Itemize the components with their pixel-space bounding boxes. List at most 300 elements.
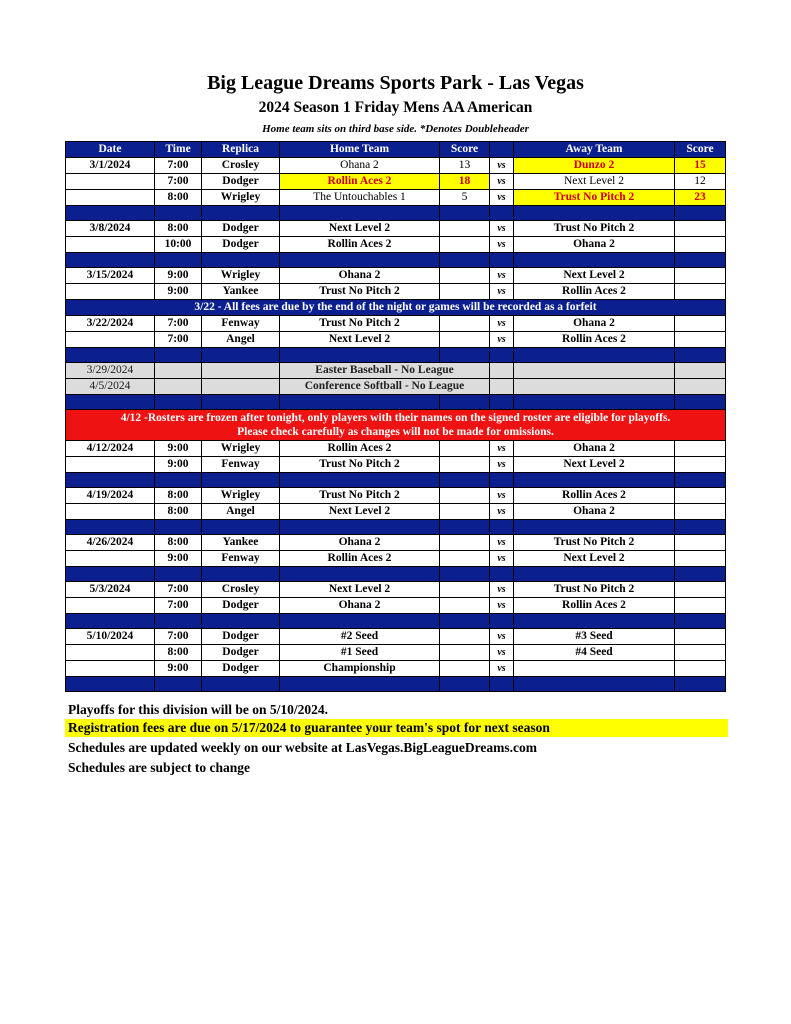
away-team: Ohana 2	[514, 237, 675, 253]
home-score	[440, 441, 490, 457]
separator-cell	[440, 567, 490, 582]
game-field: Crosley	[202, 582, 280, 598]
away-score: 12	[675, 174, 726, 190]
game-date	[66, 504, 155, 520]
separator-cell	[66, 206, 155, 221]
separator-row	[66, 520, 726, 535]
game-field: Dodger	[202, 174, 280, 190]
col-header-replica: Replica	[202, 142, 280, 158]
home-team: Ohana 2	[280, 598, 440, 614]
game-row	[66, 221, 726, 237]
col-header-vs	[490, 142, 514, 158]
home-score: 18	[440, 174, 490, 190]
away-team: Next Level 2	[514, 457, 675, 473]
separator-cell	[675, 567, 726, 582]
separator-cell	[490, 567, 514, 582]
game-row	[66, 332, 726, 348]
home-team: Ohana 2	[280, 535, 440, 551]
home-team: Ohana 2	[280, 268, 440, 284]
away-score	[675, 268, 726, 284]
vs-label: vs	[490, 645, 514, 661]
no-league-date: 3/29/2024	[66, 363, 155, 379]
separator-cell	[440, 473, 490, 488]
game-date: 5/3/2024	[66, 582, 155, 598]
game-row	[66, 441, 726, 457]
game-field: Wrigley	[202, 190, 280, 206]
separator-cell	[280, 348, 440, 363]
separator-cell	[66, 614, 155, 629]
away-score	[675, 551, 726, 567]
vs-label: vs	[490, 629, 514, 645]
separator-cell	[155, 348, 202, 363]
game-row	[66, 158, 726, 174]
away-score	[675, 332, 726, 348]
separator-cell	[280, 395, 440, 410]
away-score	[675, 221, 726, 237]
game-field: Dodger	[202, 237, 280, 253]
vs-label: vs	[490, 284, 514, 300]
separator-cell	[280, 614, 440, 629]
separator-row	[66, 677, 726, 692]
away-team: Next Level 2	[514, 268, 675, 284]
empty-cell	[675, 363, 726, 379]
separator-row	[66, 253, 726, 268]
game-field: Fenway	[202, 551, 280, 567]
game-field: Fenway	[202, 457, 280, 473]
away-score	[675, 488, 726, 504]
game-row	[66, 629, 726, 645]
separator-cell	[514, 473, 675, 488]
game-time: 7:00	[155, 629, 202, 645]
game-date	[66, 551, 155, 567]
game-row	[66, 504, 726, 520]
empty-cell	[202, 379, 280, 395]
game-row	[66, 316, 726, 332]
separator-cell	[280, 677, 440, 692]
home-score	[440, 504, 490, 520]
empty-cell	[675, 379, 726, 395]
away-score	[675, 661, 726, 677]
separator-cell	[514, 677, 675, 692]
game-date: 3/22/2024	[66, 316, 155, 332]
table-header-row	[66, 142, 726, 158]
separator-cell	[675, 206, 726, 221]
away-team: Rollin Aces 2	[514, 488, 675, 504]
home-score	[440, 661, 490, 677]
game-time: 9:00	[155, 268, 202, 284]
separator-cell	[66, 348, 155, 363]
separator-cell	[202, 395, 280, 410]
away-team: Trust No Pitch 2	[514, 221, 675, 237]
separator-cell	[66, 520, 155, 535]
separator-cell	[490, 395, 514, 410]
separator-cell	[675, 253, 726, 268]
game-date	[66, 237, 155, 253]
vs-label: vs	[490, 268, 514, 284]
separator-cell	[440, 348, 490, 363]
home-team: Rollin Aces 2	[280, 237, 440, 253]
game-time: 8:00	[155, 221, 202, 237]
game-date	[66, 645, 155, 661]
game-field: Yankee	[202, 284, 280, 300]
game-time: 7:00	[155, 174, 202, 190]
separator-cell	[440, 253, 490, 268]
game-date	[66, 284, 155, 300]
separator-cell	[514, 348, 675, 363]
game-field: Fenway	[202, 316, 280, 332]
home-team: #1 Seed	[280, 645, 440, 661]
game-row	[66, 488, 726, 504]
separator-cell	[514, 520, 675, 535]
away-score	[675, 316, 726, 332]
empty-cell	[155, 363, 202, 379]
separator-cell	[440, 520, 490, 535]
away-team: Next Level 2	[514, 551, 675, 567]
away-team: #4 Seed	[514, 645, 675, 661]
away-score	[675, 504, 726, 520]
separator-cell	[440, 206, 490, 221]
game-field: Wrigley	[202, 268, 280, 284]
separator-cell	[155, 395, 202, 410]
separator-cell	[202, 614, 280, 629]
game-time: 8:00	[155, 504, 202, 520]
game-time: 8:00	[155, 488, 202, 504]
vs-label: vs	[490, 598, 514, 614]
away-score	[675, 457, 726, 473]
away-score	[675, 645, 726, 661]
separator-cell	[490, 473, 514, 488]
game-field: Wrigley	[202, 488, 280, 504]
fees-notice: 3/22 - All fees are due by the end of the night or games will be recorded as a forfeit	[66, 300, 726, 316]
game-date	[66, 661, 155, 677]
col-header-away-team: Away Team	[514, 142, 675, 158]
vs-label: vs	[490, 441, 514, 457]
game-time: 7:00	[155, 158, 202, 174]
separator-cell	[202, 253, 280, 268]
website-note: Schedules are updated weekly on our website at LasVegas.BigLeagueDreams.com	[68, 740, 538, 755]
page-subtitle: 2024 Season 1 Friday Mens AA American	[258, 99, 533, 116]
game-time: 9:00	[155, 441, 202, 457]
schedule-table	[65, 141, 726, 692]
away-score	[675, 284, 726, 300]
home-score	[440, 582, 490, 598]
separator-cell	[202, 677, 280, 692]
away-team: #3 Seed	[514, 629, 675, 645]
game-field: Dodger	[202, 661, 280, 677]
game-time: 9:00	[155, 551, 202, 567]
separator-cell	[490, 520, 514, 535]
home-team: Next Level 2	[280, 221, 440, 237]
vs-label: vs	[490, 190, 514, 206]
game-row	[66, 535, 726, 551]
separator-cell	[155, 567, 202, 582]
game-time: 7:00	[155, 598, 202, 614]
separator-cell	[440, 395, 490, 410]
game-row	[66, 598, 726, 614]
separator-cell	[675, 614, 726, 629]
separator-cell	[155, 520, 202, 535]
game-time: 9:00	[155, 457, 202, 473]
no-league-reason: Conference Softball - No League	[280, 379, 490, 395]
game-date: 3/15/2024	[66, 268, 155, 284]
home-team: Trust No Pitch 2	[280, 284, 440, 300]
game-time: 8:00	[155, 190, 202, 206]
empty-cell	[490, 379, 514, 395]
home-team: Trust No Pitch 2	[280, 488, 440, 504]
game-field: Dodger	[202, 598, 280, 614]
separator-cell	[202, 567, 280, 582]
separator-row	[66, 614, 726, 629]
home-team: Rollin Aces 2	[280, 441, 440, 457]
separator-cell	[66, 253, 155, 268]
game-row	[66, 645, 726, 661]
away-score	[675, 237, 726, 253]
roster-freeze-notice	[66, 410, 726, 441]
home-score	[440, 488, 490, 504]
home-score	[440, 535, 490, 551]
separator-cell	[514, 253, 675, 268]
home-score	[440, 237, 490, 253]
vs-label: vs	[490, 158, 514, 174]
home-score	[440, 332, 490, 348]
game-date	[66, 598, 155, 614]
home-team: Championship	[280, 661, 440, 677]
away-team	[514, 661, 675, 677]
game-date: 3/8/2024	[66, 221, 155, 237]
game-field: Dodger	[202, 221, 280, 237]
home-team: #2 Seed	[280, 629, 440, 645]
away-score: 15	[675, 158, 726, 174]
away-score: 23	[675, 190, 726, 206]
separator-cell	[490, 348, 514, 363]
separator-cell	[675, 677, 726, 692]
page-title: Big League Dreams Sports Park - Las Vegas	[207, 72, 584, 94]
game-row	[66, 661, 726, 677]
separator-cell	[66, 677, 155, 692]
separator-cell	[66, 395, 155, 410]
game-field: Dodger	[202, 629, 280, 645]
vs-label: vs	[490, 551, 514, 567]
home-team: Trust No Pitch 2	[280, 316, 440, 332]
home-team: Rollin Aces 2	[280, 174, 440, 190]
home-score	[440, 221, 490, 237]
separator-cell	[675, 520, 726, 535]
fees-notice-row	[66, 300, 726, 316]
vs-label: vs	[490, 237, 514, 253]
game-field: Yankee	[202, 535, 280, 551]
home-team: Ohana 2	[280, 158, 440, 174]
vs-label: vs	[490, 221, 514, 237]
empty-cell	[155, 379, 202, 395]
separator-cell	[440, 614, 490, 629]
away-team: Trust No Pitch 2	[514, 190, 675, 206]
separator-cell	[280, 520, 440, 535]
vs-label: vs	[490, 535, 514, 551]
away-team: Rollin Aces 2	[514, 284, 675, 300]
game-date: 4/26/2024	[66, 535, 155, 551]
separator-cell	[66, 567, 155, 582]
game-field: Angel	[202, 504, 280, 520]
away-team: Next Level 2	[514, 174, 675, 190]
separator-cell	[66, 473, 155, 488]
separator-cell	[490, 206, 514, 221]
away-score	[675, 441, 726, 457]
vs-label: vs	[490, 661, 514, 677]
separator-row	[66, 348, 726, 363]
game-date	[66, 174, 155, 190]
home-team: Rollin Aces 2	[280, 551, 440, 567]
separator-cell	[202, 348, 280, 363]
game-row	[66, 174, 726, 190]
away-team: Rollin Aces 2	[514, 332, 675, 348]
game-time: 8:00	[155, 645, 202, 661]
separator-cell	[440, 677, 490, 692]
home-score	[440, 268, 490, 284]
game-time: 10:00	[155, 237, 202, 253]
vs-label: vs	[490, 457, 514, 473]
away-team: Ohana 2	[514, 504, 675, 520]
col-header-time: Time	[155, 142, 202, 158]
game-row	[66, 268, 726, 284]
col-header-home-team: Home Team	[280, 142, 440, 158]
game-time: 8:00	[155, 535, 202, 551]
game-row	[66, 551, 726, 567]
home-team: Next Level 2	[280, 332, 440, 348]
home-score	[440, 645, 490, 661]
away-score	[675, 535, 726, 551]
away-team: Ohana 2	[514, 441, 675, 457]
game-time: 7:00	[155, 316, 202, 332]
home-score	[440, 629, 490, 645]
vs-label: vs	[490, 582, 514, 598]
separator-cell	[202, 520, 280, 535]
playoffs-note: Playoffs for this division will be on 5/10/2024.	[68, 702, 329, 717]
no-league-date: 4/5/2024	[66, 379, 155, 395]
separator-row	[66, 473, 726, 488]
away-team: Trust No Pitch 2	[514, 535, 675, 551]
no-league-row	[66, 379, 726, 395]
separator-cell	[514, 614, 675, 629]
home-score	[440, 457, 490, 473]
vs-label: vs	[490, 488, 514, 504]
home-score: 5	[440, 190, 490, 206]
separator-cell	[675, 395, 726, 410]
roster-freeze-banner	[66, 410, 726, 441]
col-header-away-score: Score	[675, 142, 726, 158]
separator-cell	[202, 206, 280, 221]
separator-cell	[155, 677, 202, 692]
home-score: 13	[440, 158, 490, 174]
home-team: The Untouchables 1	[280, 190, 440, 206]
separator-cell	[490, 677, 514, 692]
game-time: 9:00	[155, 661, 202, 677]
separator-cell	[490, 614, 514, 629]
roster-freeze-line-1: 4/12 -Rosters are frozen after tonight, only players with their names on the signed roster are eligible for playoffs.	[120, 412, 671, 424]
empty-cell	[514, 363, 675, 379]
game-time: 7:00	[155, 582, 202, 598]
home-team: Next Level 2	[280, 504, 440, 520]
game-date	[66, 190, 155, 206]
no-league-row	[66, 363, 726, 379]
game-field: Crosley	[202, 158, 280, 174]
separator-cell	[280, 473, 440, 488]
vs-label: vs	[490, 504, 514, 520]
home-team: Next Level 2	[280, 582, 440, 598]
away-team: Rollin Aces 2	[514, 598, 675, 614]
away-team: Dunzo 2	[514, 158, 675, 174]
separator-cell	[155, 473, 202, 488]
separator-row	[66, 567, 726, 582]
separator-cell	[490, 253, 514, 268]
separator-cell	[280, 567, 440, 582]
vs-label: vs	[490, 174, 514, 190]
col-header-home-score: Score	[440, 142, 490, 158]
game-time: 7:00	[155, 332, 202, 348]
separator-row	[66, 206, 726, 221]
empty-cell	[490, 363, 514, 379]
game-field: Angel	[202, 332, 280, 348]
separator-cell	[155, 614, 202, 629]
separator-cell	[514, 395, 675, 410]
game-field: Wrigley	[202, 441, 280, 457]
separator-cell	[675, 473, 726, 488]
empty-cell	[202, 363, 280, 379]
no-league-reason: Easter Baseball - No League	[280, 363, 490, 379]
separator-cell	[155, 253, 202, 268]
game-date: 4/12/2024	[66, 441, 155, 457]
game-date	[66, 457, 155, 473]
away-team: Ohana 2	[514, 316, 675, 332]
separator-row	[66, 395, 726, 410]
empty-cell	[514, 379, 675, 395]
registration-fees-note: Registration fees are due on 5/17/2024 to guarantee your team's spot for next season	[65, 719, 728, 737]
separator-cell	[280, 253, 440, 268]
vs-label: vs	[490, 316, 514, 332]
game-row	[66, 237, 726, 253]
away-score	[675, 582, 726, 598]
game-row	[66, 190, 726, 206]
home-score	[440, 284, 490, 300]
game-date: 3/1/2024	[66, 158, 155, 174]
home-score	[440, 551, 490, 567]
game-field: Dodger	[202, 645, 280, 661]
game-row	[66, 582, 726, 598]
game-date: 4/19/2024	[66, 488, 155, 504]
col-header-date: Date	[66, 142, 155, 158]
separator-cell	[280, 206, 440, 221]
away-score	[675, 598, 726, 614]
home-team: Trust No Pitch 2	[280, 457, 440, 473]
away-score	[675, 629, 726, 645]
home-score	[440, 316, 490, 332]
separator-cell	[675, 348, 726, 363]
roster-freeze-line-2: Please check carefully as changes will not be made for omissions.	[237, 426, 554, 438]
game-date	[66, 332, 155, 348]
separator-cell	[514, 567, 675, 582]
separator-cell	[202, 473, 280, 488]
game-row	[66, 284, 726, 300]
vs-label: vs	[490, 332, 514, 348]
away-team: Trust No Pitch 2	[514, 582, 675, 598]
subject-to-change-note: Schedules are subject to change	[68, 760, 250, 775]
home-score	[440, 598, 490, 614]
game-time: 9:00	[155, 284, 202, 300]
separator-cell	[514, 206, 675, 221]
game-row	[66, 457, 726, 473]
home-team-note: Home team sits on third base side. *Denotes Doubleheader	[262, 123, 529, 135]
separator-cell	[155, 206, 202, 221]
game-date: 5/10/2024	[66, 629, 155, 645]
